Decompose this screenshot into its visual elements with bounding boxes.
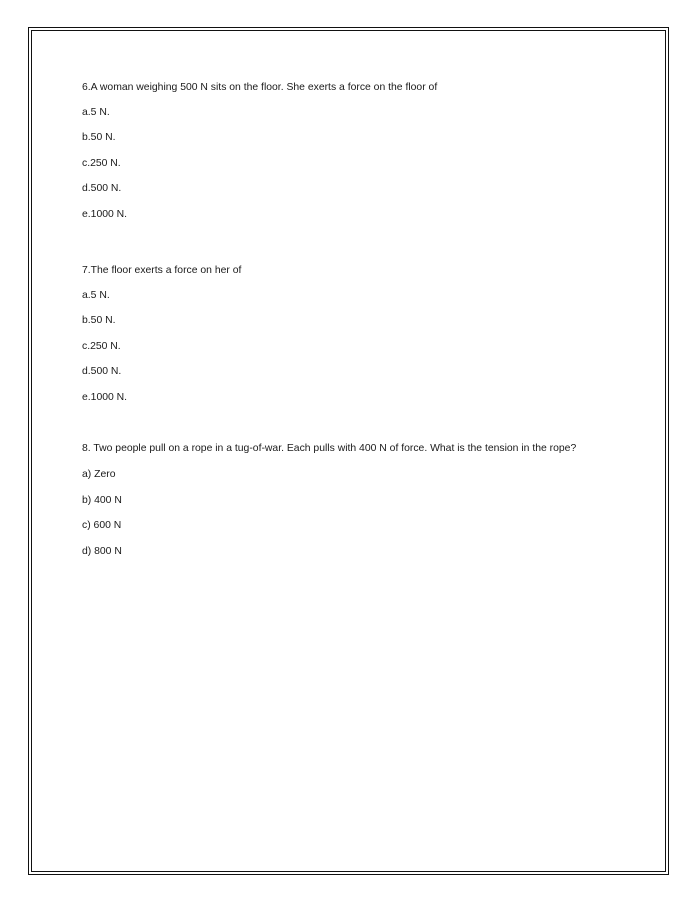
question-text: 8. Two people pull on a rope in a tug-of-war. Each pulls with 400 N of force. What is the tension in the rope?: [82, 443, 577, 454]
option-c: c.250 N.: [82, 340, 121, 352]
question-text: 7.The floor exerts a force on her of: [82, 265, 242, 276]
option-a: a.5 N.: [82, 106, 110, 118]
option-d: d.500 N.: [82, 366, 122, 377]
option-c: c) 600 N: [82, 520, 122, 531]
option-b: b.50 N.: [82, 132, 116, 143]
question-8: [82, 441, 622, 569]
question-6: [82, 80, 622, 232]
option-a: a) Zero: [82, 469, 116, 480]
option-a: a.5 N.: [82, 289, 110, 301]
question-text: 6.A woman weighing 500 N sits on the floor. She exerts a force on the floor of: [82, 82, 438, 93]
option-b: b) 400 N: [82, 494, 122, 506]
option-e: e.1000 N.: [82, 208, 128, 220]
option-b: b.50 N.: [82, 315, 116, 326]
option-c: c.250 N.: [82, 157, 121, 169]
option-d: d) 800 N: [82, 545, 122, 557]
option-d: d.500 N.: [82, 183, 122, 194]
question-7: [82, 263, 622, 415]
option-e: e.1000 N.: [82, 391, 128, 403]
